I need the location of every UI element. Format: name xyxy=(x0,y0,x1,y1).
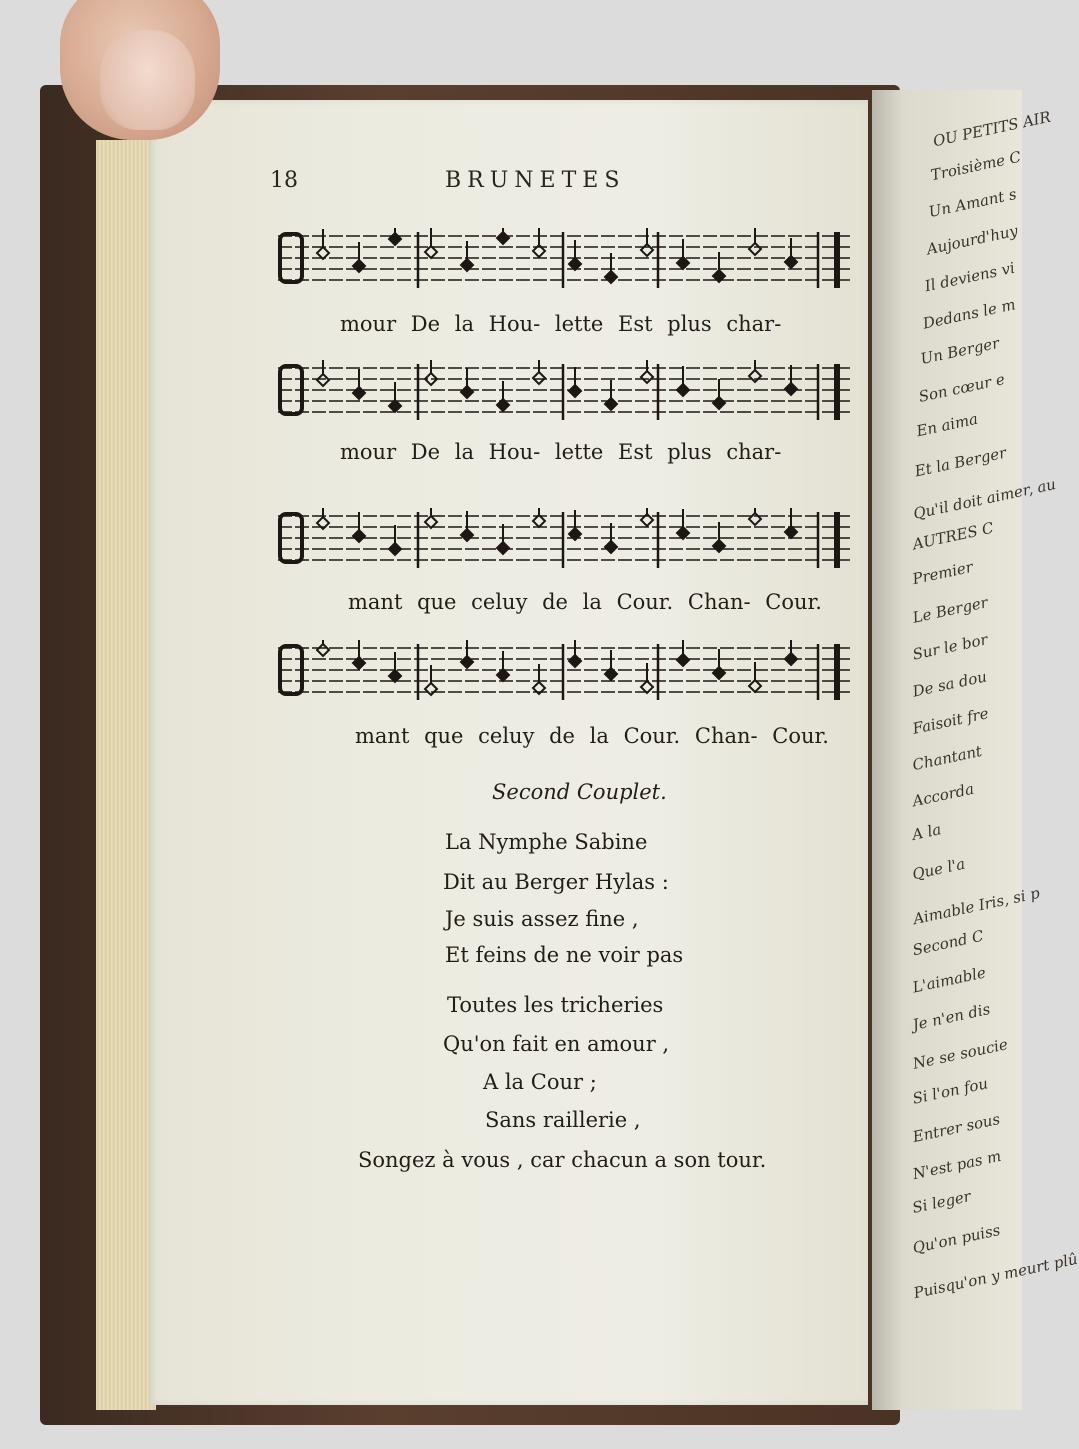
facing-page-text: Ne se soucie xyxy=(911,1035,1010,1073)
thumbnail xyxy=(100,30,195,130)
note xyxy=(749,243,761,255)
note xyxy=(317,374,329,386)
facing-page-text: Le Berger xyxy=(910,593,990,627)
facing-page-text: Aimable Iris, si p xyxy=(911,883,1042,929)
facing-page-text: Chantant xyxy=(910,741,984,775)
note xyxy=(497,542,509,554)
verse-line: Je suis assez fine , xyxy=(445,907,639,931)
facing-page-text: Dedans le m xyxy=(921,295,1018,333)
facing-page-text: Si leger xyxy=(910,1187,973,1217)
note xyxy=(569,655,581,667)
verse-line: Et feins de ne voir pas xyxy=(445,943,684,967)
note xyxy=(785,653,797,665)
custos-mark xyxy=(834,364,840,420)
note xyxy=(353,530,365,542)
facing-page-text: Qu'il doit aimer, au xyxy=(911,475,1058,523)
note xyxy=(641,371,653,383)
note xyxy=(425,246,437,258)
facing-page-text: Son cœur e xyxy=(917,370,1007,406)
facing-page-text: Faisoit fre xyxy=(910,704,991,738)
lyric-line-2: mour De la Hou- lette Est plus char- xyxy=(340,440,782,464)
facing-page-text: Troisième C xyxy=(929,147,1023,185)
facing-page-text: Second C xyxy=(910,926,986,960)
facing-page-text: Premier xyxy=(910,557,975,589)
book-page xyxy=(150,100,868,1405)
music-staff-3 xyxy=(278,508,850,570)
note xyxy=(605,271,617,283)
facing-page-text: AUTRES C xyxy=(911,518,996,554)
custos-mark xyxy=(834,512,840,568)
facing-page-text: Si l'on fou xyxy=(910,1074,990,1108)
facing-page-text: Qu'on puiss xyxy=(911,1220,1002,1258)
facing-page-text: De sa dou xyxy=(910,667,989,701)
verse-line: Toutes les tricheries xyxy=(447,993,664,1017)
facing-page-text: L'aimable xyxy=(910,963,988,997)
note xyxy=(389,543,401,555)
couplet-title: Second Couplet. xyxy=(492,780,667,804)
page-edges xyxy=(96,140,156,1410)
facing-page xyxy=(872,90,1079,1410)
note xyxy=(461,529,473,541)
note xyxy=(713,667,725,679)
facing-page-text: Je n'en dis xyxy=(910,999,992,1035)
note xyxy=(605,398,617,410)
note xyxy=(461,656,473,668)
facing-page-text: Un Berger xyxy=(919,333,1001,369)
facing-page-text: Entrer sous xyxy=(911,1109,1002,1147)
music-staff-2 xyxy=(278,360,850,422)
facing-page-text: Et la Berger xyxy=(913,443,1008,481)
verse-line: Dit au Berger Hylas : xyxy=(443,870,669,894)
facing-page-text: Un Amant s xyxy=(927,184,1019,222)
note xyxy=(749,513,761,525)
note xyxy=(785,383,797,395)
page-number: 18 xyxy=(270,168,298,193)
facing-page-text: Aujourd'huy xyxy=(925,221,1020,259)
facing-page-text: A la xyxy=(910,820,943,844)
note xyxy=(641,244,653,256)
lyric-line-1: mour De la Hou- lette Est plus char- xyxy=(340,312,782,336)
note xyxy=(713,397,725,409)
facing-page-text: Sur le bor xyxy=(910,630,990,664)
note xyxy=(713,540,725,552)
facing-page-text: Que l'a xyxy=(910,854,967,884)
note xyxy=(425,683,437,695)
verse-line: Qu'on fait en amour , xyxy=(443,1032,670,1056)
custos-mark xyxy=(834,644,840,700)
facing-page-text: Accorda xyxy=(910,779,976,811)
note xyxy=(677,384,689,396)
verse-line: La Nymphe Sabine xyxy=(445,830,648,854)
facing-page-text: OU PETITS AIR xyxy=(931,107,1053,151)
custos-mark xyxy=(834,232,840,288)
note xyxy=(389,233,401,245)
lyric-line-4: mant que celuy de la Cour. Chan- Cour. xyxy=(355,724,829,748)
note xyxy=(533,372,545,384)
note xyxy=(677,654,689,666)
music-staff-1 xyxy=(278,228,850,290)
note xyxy=(569,385,581,397)
verse-line: Songez à vous , car chacun a son tour. xyxy=(358,1148,767,1172)
note xyxy=(353,260,365,272)
note xyxy=(497,232,509,244)
verse-line: Sans raillerie , xyxy=(485,1108,641,1132)
note xyxy=(317,644,329,656)
facing-page-text: Puisqu'on y meurt plû xyxy=(911,1249,1079,1303)
note xyxy=(749,370,761,382)
note xyxy=(461,386,473,398)
music-staff-4 xyxy=(278,640,850,702)
running-head: BRUNETES xyxy=(445,168,626,193)
facing-page-text: N'est pas m xyxy=(911,1146,1003,1184)
facing-page-text: Il deviens vi xyxy=(923,258,1017,296)
verse-line: A la Cour ; xyxy=(483,1070,597,1094)
note xyxy=(353,387,365,399)
lyric-line-3: mant que celuy de la Cour. Chan- Cour. xyxy=(348,590,822,614)
note xyxy=(605,541,617,553)
facing-page-text: En aima xyxy=(914,409,980,441)
